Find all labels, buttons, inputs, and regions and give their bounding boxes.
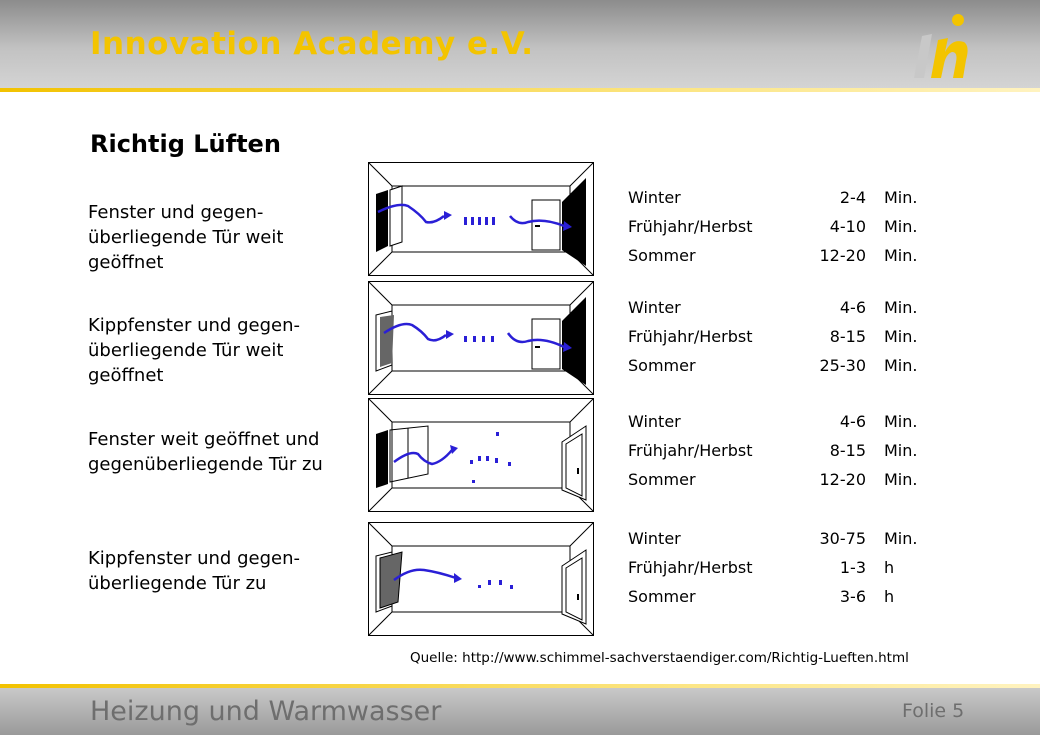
room-diagram-4	[368, 522, 594, 636]
time-row	[628, 436, 948, 465]
duration-range: 4-10	[829, 217, 866, 236]
ventilation-times-2	[628, 293, 948, 380]
room-diagram-3	[368, 398, 594, 512]
season-label: Winter	[628, 188, 681, 207]
season-label: Frühjahr/Herbst	[628, 217, 753, 236]
scenario-description-2: Kippfenster und gegen- überliegende Tür weit geöffnet	[88, 315, 300, 386]
duration-range: 3-6	[839, 587, 866, 606]
scenario-description-4: Kippfenster und gegen- überliegende Tür zu	[88, 548, 300, 594]
room-diagram-1	[368, 162, 594, 276]
duration-range: 12-20	[819, 470, 866, 489]
duration-range: 2-4	[839, 188, 866, 207]
time-row	[628, 293, 948, 322]
duration-unit: Min.	[884, 470, 918, 489]
tilted-window-icon	[376, 311, 394, 371]
season-label: Frühjahr/Herbst	[628, 558, 753, 577]
time-row	[628, 524, 948, 553]
duration-unit: Min.	[884, 327, 918, 346]
footer-title: Heizung und Warmwasser	[90, 696, 442, 727]
season-label: Frühjahr/Herbst	[628, 327, 753, 346]
season-label: Sommer	[628, 587, 696, 606]
duration-range: 4-6	[839, 298, 866, 317]
scenario-description-3: Fenster weit geöffnet und gegenüberliegende Tür zu	[88, 429, 323, 475]
duration-unit: Min.	[884, 246, 918, 265]
time-row	[628, 212, 948, 241]
duration-unit: Min.	[884, 356, 918, 375]
time-row	[628, 322, 948, 351]
time-row	[628, 241, 948, 270]
time-row	[628, 183, 948, 212]
duration-unit: h	[884, 587, 895, 606]
ventilation-times-3	[628, 407, 948, 494]
room-diagram-2	[368, 281, 594, 395]
duration-range: 30-75	[819, 529, 866, 548]
duration-unit: Min.	[884, 188, 918, 207]
ventilation-times-4	[628, 524, 948, 611]
season-label: Winter	[628, 412, 681, 431]
source-citation: Quelle: http://www.schimmel-sachverstaendiger.com/Richtig-Lueften.html	[410, 650, 909, 666]
duration-unit: Min.	[884, 441, 918, 460]
scenario-description-1: Fenster und gegen- überliegende Tür weit geöffnet	[88, 202, 284, 273]
time-row	[628, 465, 948, 494]
duration-range: 8-15	[829, 327, 866, 346]
slide-number: Folie 5	[902, 700, 965, 722]
duration-unit: Min.	[884, 298, 918, 317]
ventilation-times-1	[628, 183, 948, 270]
innovation-academy-logo-icon	[908, 8, 972, 82]
time-row	[628, 407, 948, 436]
org-name: Innovation Academy e.V.	[90, 26, 534, 62]
time-row	[628, 351, 948, 380]
header-accent-line	[0, 88, 1040, 92]
page-title: Richtig Lüften	[90, 130, 281, 158]
season-label: Sommer	[628, 470, 696, 489]
season-label: Frühjahr/Herbst	[628, 441, 753, 460]
duration-range: 12-20	[819, 246, 866, 265]
duration-unit: Min.	[884, 217, 918, 236]
season-label: Sommer	[628, 356, 696, 375]
duration-range: 25-30	[819, 356, 866, 375]
duration-unit: Min.	[884, 412, 918, 431]
time-row	[628, 582, 948, 611]
duration-unit: h	[884, 558, 895, 577]
duration-range: 1-3	[839, 558, 866, 577]
time-row	[628, 553, 948, 582]
duration-unit: Min.	[884, 529, 918, 548]
duration-range: 8-15	[829, 441, 866, 460]
season-label: Winter	[628, 529, 681, 548]
duration-range: 4-6	[839, 412, 866, 431]
season-label: Winter	[628, 298, 681, 317]
season-label: Sommer	[628, 246, 696, 265]
